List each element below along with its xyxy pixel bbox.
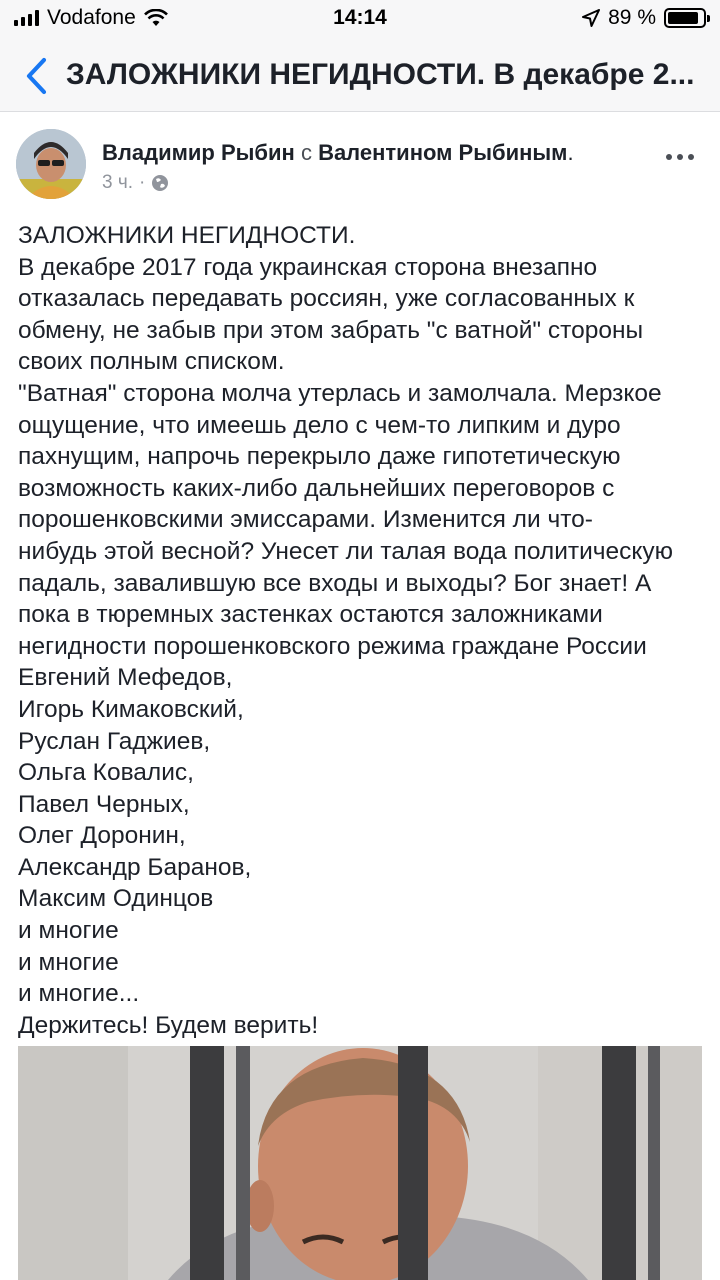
post-text-line: Максим Одинцов [18, 885, 214, 913]
post-text-line: своих полным списком. [18, 348, 285, 376]
status-time: 14:14 [333, 6, 387, 29]
avatar[interactable] [16, 129, 86, 199]
author-line [102, 140, 574, 166]
post-text-line: "Ватная" сторона молча утерлась и замолчала. Мерзкое [18, 379, 662, 407]
more-options-button[interactable] [662, 142, 698, 172]
post-text-line: В декабре 2017 года украинская сторона внезапно [18, 253, 598, 281]
meta-separator: · [139, 172, 146, 193]
battery-icon [664, 8, 706, 28]
post-photo[interactable] [18, 1046, 702, 1280]
post-meta [102, 172, 169, 194]
post-text-line: Александр Баранов, [18, 853, 252, 881]
globe-icon [151, 174, 169, 192]
post-text-line: и многие [18, 948, 119, 976]
nav-bar [0, 40, 720, 112]
battery-percent: 89 % [608, 6, 656, 29]
post-text-line: нибудь этой весной? Унесет ли талая вода политическую [18, 537, 674, 565]
status-right [582, 6, 706, 30]
post-text-line: падаль, завалившую все входы и выходы? Бог знает! А [18, 569, 652, 597]
prisoner-photo [18, 1046, 702, 1280]
post-text-line: ощущение, что имеешь дело с чем-то липким и дуро [18, 411, 621, 439]
with-word: с [300, 140, 312, 165]
location-arrow-icon [582, 9, 600, 27]
post-text-line: обмену, не забыв при этом забрать "с ватной" стороны [18, 316, 644, 344]
avatar-image [16, 129, 86, 199]
page-title: ЗАЛОЖНИКИ НЕГИДНОСТИ. В декабре 2... [66, 58, 695, 91]
post-text-line: Евгений Мефедов, [18, 664, 233, 692]
post-text-line: негидности порошенковского режима граждане России [18, 632, 647, 660]
post-header [0, 112, 720, 212]
author-name[interactable]: Владимир Рыбин [102, 140, 295, 165]
post-text-line: возможность каких-либо дальнейших переговоров с [18, 474, 615, 502]
post-text-line: и многие... [18, 980, 140, 1008]
chevron-left-icon [25, 57, 47, 95]
more-icon [666, 154, 694, 160]
author-line-period: . [567, 140, 574, 165]
carrier-name: Vodafone [47, 6, 136, 29]
post-time[interactable]: 3 ч. [102, 172, 134, 193]
post-text-line: Игорь Кимаковский, [18, 695, 244, 723]
post-text-line: порошенковскими эмиссарами. Изменится ли что- [18, 506, 593, 534]
post-text [18, 220, 708, 1041]
post-text-line: Руслан Гаджиев, [18, 727, 211, 755]
back-button[interactable] [14, 54, 58, 98]
post-text-line: и многие [18, 917, 119, 945]
post-text-line: пахнущим, напрочь перекрыло даже гипотетическую [18, 443, 621, 471]
post-text-line: пока в тюремных застенках остаются заложниками [18, 601, 603, 629]
post-text-line: Ольга Ковалис, [18, 759, 194, 787]
post-text-line: Павел Черных, [18, 790, 190, 818]
status-bar [0, 0, 720, 40]
post-text-line: Олег Доронин, [18, 822, 186, 850]
post-text-line: Держитесь! Будем верить! [18, 1011, 319, 1039]
post-text-line: отказалась передавать россиян, уже согласованных к [18, 285, 635, 313]
post-text-line: ЗАЛОЖНИКИ НЕГИДНОСТИ. [18, 222, 356, 249]
tagged-name[interactable]: Валентином Рыбиным [318, 140, 568, 165]
